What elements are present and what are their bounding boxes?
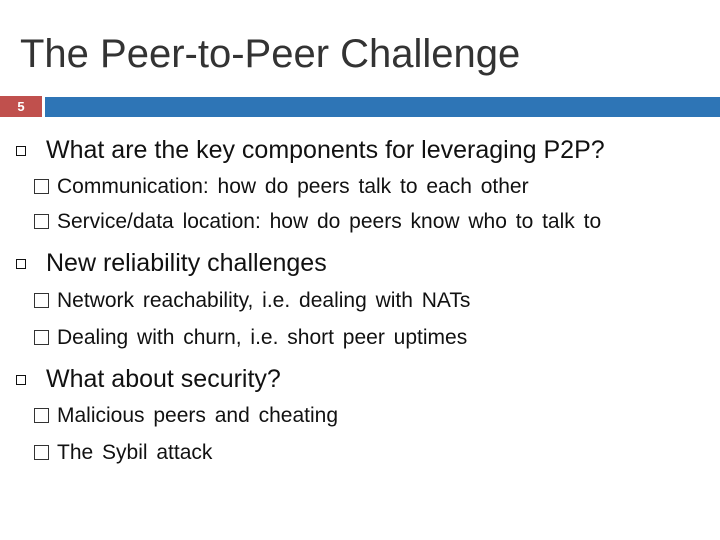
bullet-text: What about security? [46,365,281,393]
header-accent-bar [45,97,720,117]
sub-bullet-malicious [34,405,338,426]
square-bullet-icon [16,259,26,269]
box-bullet-icon [34,293,49,308]
sub-bullet-text: Dealing with churn, i.e. short peer uptimes [57,326,468,349]
box-bullet-icon [34,214,49,229]
box-bullet-icon [34,445,49,460]
sub-bullet-service-location [34,211,601,232]
sub-bullet-text: The Sybil attack [57,441,213,464]
sub-bullet-text: Network reachability, i.e. dealing with NATs [57,289,471,312]
box-bullet-icon [34,179,49,194]
square-bullet-icon [16,146,26,156]
bullet-key-components [16,138,605,163]
slide-title: The Peer-to-Peer Challenge [20,32,521,76]
slide-number: 5 [17,99,25,114]
sub-bullet-text: Service/data location: how do peers know who to talk to [57,210,602,233]
sub-bullet-communication [34,176,529,197]
bullet-reliability [16,251,327,276]
bullet-text: What are the key components for leveraging P2P? [46,136,605,164]
sub-bullet-reachability [34,290,470,311]
box-bullet-icon [34,408,49,423]
sub-bullet-text: Malicious peers and cheating [57,404,338,427]
box-bullet-icon [34,330,49,345]
sub-bullet-churn [34,327,467,348]
bullet-security [16,367,281,392]
slide-number-badge [0,96,42,117]
sub-bullet-text: Communication: how do peers talk to each other [57,175,529,198]
bullet-text: New reliability challenges [46,249,327,277]
square-bullet-icon [16,375,26,385]
sub-bullet-sybil [34,442,212,463]
